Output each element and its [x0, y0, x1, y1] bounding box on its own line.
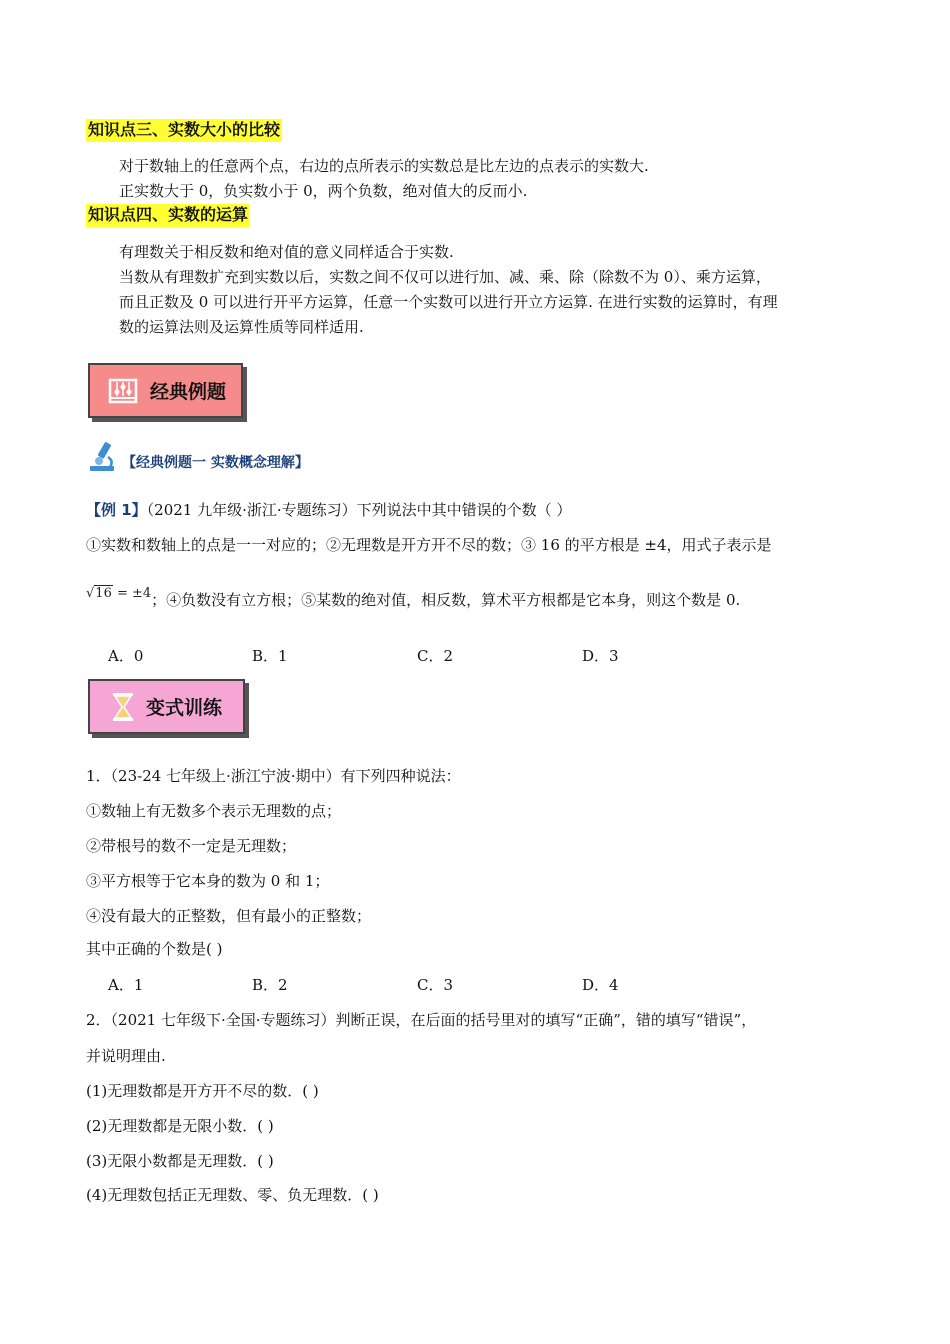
q1-stem: 1．（23-24 七年级上·浙江宁波·期中）有下列四种说法： [86, 767, 461, 785]
knowledge4-line2: 当数从有理数扩充到实数以后，实数之间不仅可以进行加、减、乘、除（除数不为 0）、乘方运算， [119, 268, 771, 286]
example1-option-b[interactable]: B．1 [252, 647, 288, 665]
example1-label: 【例 1】 [86, 501, 147, 519]
knowledge4-line4: 数的运算法则及运算性质等同样适用. [119, 318, 364, 336]
q1-statement-3: ③平方根等于它本身的数为 0 和 1； [86, 872, 330, 890]
q1-option-d[interactable]: D．4 [582, 976, 619, 994]
sqrt-rest: = ±4 [112, 586, 152, 601]
example1-line1: ①实数和数轴上的点是一一对应的；②无理数是开方开不尽的数；③ 16 的平方根是 ±4，用式子表示是 [86, 536, 772, 554]
q1-ask: 其中正确的个数是( ) [86, 940, 223, 958]
sqrt-radicand: 16 [95, 586, 112, 601]
example1-option-c[interactable]: C．2 [417, 647, 454, 665]
q2-stem: 2．（2021 七年级下·全国·专题练习）判断正误，在后面的括号里对的填写“正确”，错的填写“错误”， [86, 1011, 757, 1029]
example1-option-d[interactable]: D．3 [582, 647, 619, 665]
q2-item-4: (4)无理数包括正无理数、零、负无理数．( ) [86, 1186, 379, 1204]
q1-statement-1: ①数轴上有无数多个表示无理数的点； [86, 802, 342, 820]
example1-source: （2021 九年级·浙江·专题练习）下列说法中其中错误的个数（ ） [146, 501, 572, 519]
knowledge4-line3: 而且正数及 0 可以进行开平方运算，任意一个实数可以进行开立方运算. 在进行实数的运算时，有理 [119, 293, 778, 311]
q1-option-c[interactable]: C．3 [417, 976, 454, 994]
knowledge3-heading: 知识点三、实数大小的比较 [86, 119, 282, 142]
q2-item-2: (2)无理数都是无限小数．( ) [86, 1117, 274, 1135]
classic-examples-title: 经典例题 [150, 381, 227, 403]
q2-stem-continued: 并说明理由. [86, 1047, 166, 1065]
example1-line2-text: ；④负数没有立方根；⑤某数的绝对值，相反数，算术平方根都是它本身，则这个数是 0. [151, 591, 741, 609]
example1-header [86, 500, 571, 520]
knowledge4-line1: 有理数关于相反数和绝对值的意义同样适合于实数. [119, 243, 454, 261]
microscope-icon [86, 439, 122, 473]
sqrt-expression: √16 = ±4 [86, 586, 152, 601]
knowledge3-line1: 对于数轴上的任意两个点，右边的点所表示的实数总是比左边的点表示的实数大. [119, 157, 649, 175]
q1-option-a[interactable]: A．1 [108, 976, 144, 994]
q1-statement-4: ④没有最大的正整数，但有最小的正整数； [86, 907, 372, 925]
abacus-icon [108, 378, 138, 404]
knowledge3-line2: 正实数大于 0，负实数小于 0，两个负数，绝对值大的反而小. [119, 182, 528, 200]
example1-option-a[interactable]: A．0 [108, 647, 144, 665]
example1-line2 [86, 586, 741, 612]
variant-training-title: 变式训练 [146, 697, 223, 719]
hourglass-icon [112, 692, 134, 722]
q1-option-b[interactable]: B．2 [252, 976, 288, 994]
q2-item-3: (3)无限小数都是无理数．( ) [86, 1152, 274, 1170]
q2-item-1: (1)无理数都是开方开不尽的数．( ) [86, 1082, 319, 1100]
variant-training-banner [88, 679, 245, 734]
knowledge4-heading: 知识点四、实数的运算 [86, 204, 250, 227]
category1-label: 【经典例题一 实数概念理解】 [122, 455, 309, 471]
q1-statement-2: ②带根号的数不一定是无理数； [86, 837, 297, 855]
classic-examples-banner [88, 363, 243, 418]
